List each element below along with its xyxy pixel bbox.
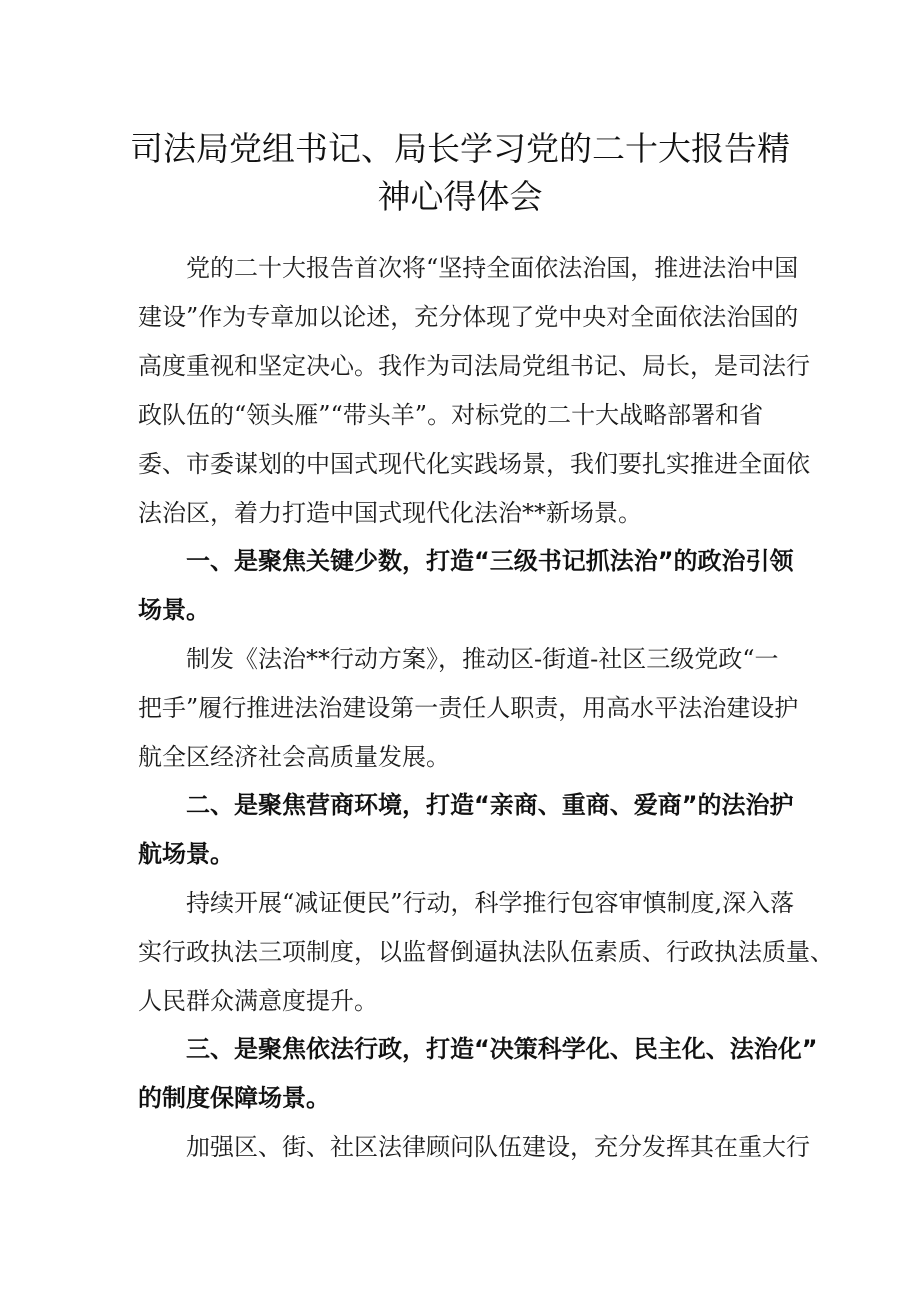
section-3-heading-line-1: 三、是聚焦依法行政，打造“决策科学化、民主化、法治化”	[186, 1035, 818, 1063]
section-3-heading-line-2: 的制度保障场景。	[138, 1084, 330, 1112]
section-1-heading-line-2: 场景。	[138, 596, 210, 624]
section-2-body-line-2: 实行政执法三项制度，以监督倒逼执法队伍素质、行政执法质量、	[138, 938, 834, 966]
section-2-heading-line-2: 航场景。	[138, 840, 234, 868]
section-1-body-line-3: 航全区经济社会高质量发展。	[138, 743, 450, 771]
section-2-heading-line-1: 二、是聚焦营商环境，打造“亲商、重商、爱商”的法治护	[186, 791, 794, 819]
section-1-body-line-1: 制发《法治**行动方案》，推动区-街道-社区三级党政“一	[186, 645, 779, 673]
section-3-body-line-1: 加强区、街、社区法律顾问队伍建设，充分发挥其在重大行	[186, 1133, 810, 1161]
section-2-body-line-3: 人民群众满意度提升。	[138, 987, 378, 1015]
section-1-body-line-2: 把手”履行推进法治建设第一责任人职责，用高水平法治建设护	[138, 694, 799, 722]
paragraph-intro-line-6: 法治区，着力打造中国式现代化法治**新场景。	[138, 499, 642, 527]
paragraph-intro-line-4: 政队伍的“领头雁”“带头羊”。对标党的二十大战略部署和省	[138, 401, 764, 429]
document-title-line-2: 神心得体会	[377, 177, 543, 216]
document-title-line-1: 司法局党组书记、局长学习党的二十大报告精	[130, 129, 790, 168]
paragraph-intro-line-3: 高度重视和坚定决心。我作为司法局党组书记、局长，是司法行	[138, 352, 810, 380]
paragraph-intro-line-1: 党的二十大报告首次将“坚持全面依法治国，推进法治中国	[186, 254, 799, 282]
paragraph-intro-line-5: 委、市委谋划的中国式现代化实践场景，我们要扎实推进全面依	[138, 450, 810, 478]
section-2-body-line-1: 持续开展“减证便民”行动，科学推行包容审慎制度,深入落	[186, 889, 795, 917]
section-1-heading-line-1: 一、是聚焦关键少数，打造“三级书记抓法治”的政治引领	[186, 547, 794, 575]
paragraph-intro-line-2: 建设”作为专章加以论述，充分体现了党中央对全面依法治国的	[138, 303, 799, 331]
